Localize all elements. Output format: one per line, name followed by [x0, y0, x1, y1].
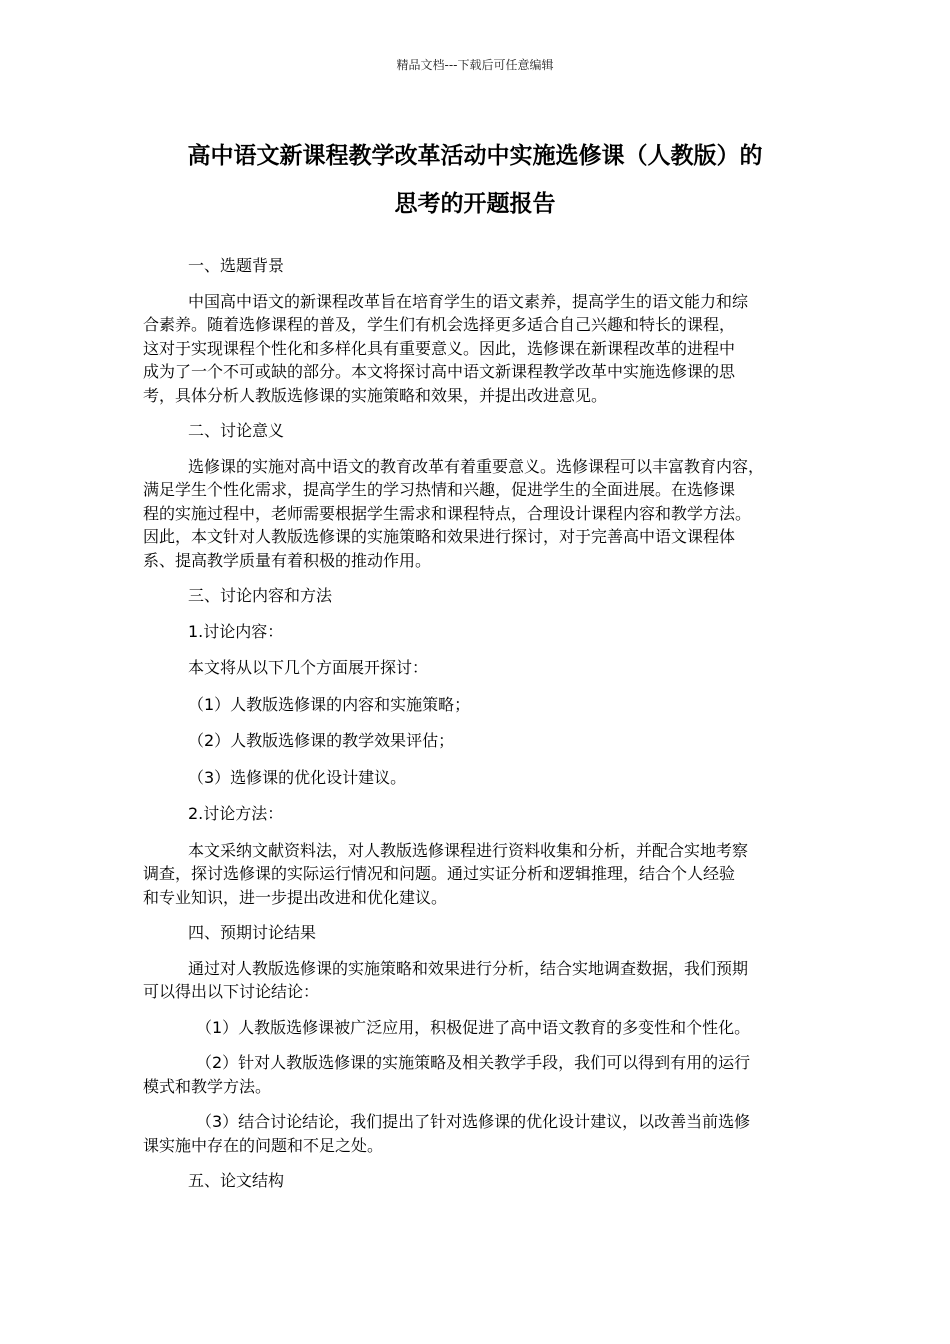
method-label: 2.讨论方法：: [188, 804, 284, 823]
text-line: （3）结合讨论结论，我们提出了针对选修课的优化设计建议，以改善当前选修: [196, 1112, 751, 1131]
text-line: 满足学生个性化需求，提高学生的学习热情和兴趣，促进学生的全面进展。在选修课: [143, 480, 736, 499]
method-paragraph: [143, 839, 811, 910]
text-line: 本文采纳文献资料法，对人教版选修课程进行资料收集和分析，并配合实地考察: [188, 840, 749, 860]
text-line: （1）人教版选修课被广泛应用，积极促进了高中语文教育的多变性和个性化。: [196, 1017, 751, 1037]
section-heading-significance: 二、讨论意义: [188, 421, 285, 440]
document-body: [143, 254, 811, 1205]
text-line: 中国高中语文的新课程改革旨在培育学生的语文素养，提高学生的语文能力和综: [188, 291, 749, 311]
content-label: 1.讨论内容：: [188, 621, 284, 641]
title-line-2: 思考的开题报告: [394, 191, 556, 217]
text-line: 选修课的实施对高中语文的教育改革有着重要意义。选修课程可以丰富教育内容，: [188, 456, 765, 476]
result-item: [143, 1016, 811, 1040]
section-heading-structure: 五、论文结构: [188, 1171, 285, 1190]
text-line: 因此，本文针对人教版选修课的实施策略和效果进行探讨，对于完善高中语文课程体: [143, 527, 736, 546]
text-line: 成为了一个不可或缺的部分。本文将探讨高中语文新课程教学改革中实施选修课的思: [143, 362, 736, 381]
header-note: 精品文档---下载后可任意编辑: [396, 58, 554, 72]
content-item: （3）选修课的优化设计建议。: [188, 767, 407, 787]
text-line: 和专业知识，进一步提出改进和优化建议。: [143, 887, 448, 907]
text-line: 调查，探讨选修课的实际运行情况和问题。通过实证分析和逻辑推理，结合个人经验: [143, 864, 736, 883]
content-intro: 本文将从以下几个方面展开探讨：: [188, 658, 429, 677]
text-line: 通过对人教版选修课的实施策略和效果进行分析，结合实地调查数据，我们预期: [188, 958, 749, 978]
content-item: （1）人教版选修课的内容和实施策略；: [188, 694, 471, 714]
text-line: （2）针对人教版选修课的实施策略及相关教学手段，我们可以得到有用的运行: [196, 1053, 751, 1072]
section-heading-expected-results: 四、预期讨论结果: [188, 923, 317, 942]
text-line: 程的实施过程中，老师需要根据学生需求和课程特点，合理设计课程内容和教学方法。: [143, 503, 752, 523]
section-heading-background: 一、选题背景: [188, 256, 285, 275]
significance-paragraph: [143, 455, 811, 573]
text-line: 考，具体分析人教版选修课的实施策略和效果，并提出改进意见。: [143, 385, 608, 405]
title-line-1: 高中语文新课程教学改革活动中实施选修课（人教版）的: [187, 143, 763, 169]
results-intro-paragraph: [143, 957, 811, 1004]
text-line: 课实施中存在的问题和不足之处。: [143, 1135, 384, 1155]
text-line: 系、提高教学质量有着积极的推动作用。: [143, 550, 432, 570]
document-title: [143, 132, 807, 228]
result-item: [143, 1051, 811, 1098]
text-line: 可以得出以下讨论结论：: [143, 982, 320, 1001]
text-line: 模式和教学方法。: [143, 1076, 272, 1096]
background-paragraph: [143, 290, 811, 408]
content-item: （2）人教版选修课的教学效果评估；: [188, 731, 455, 750]
result-item: [143, 1110, 811, 1157]
text-line: 这对于实现课程个性化和多样化具有重要意义。因此，选修课在新课程改革的进程中: [143, 338, 736, 358]
section-heading-content-method: 三、讨论内容和方法: [188, 586, 333, 605]
text-line: 合素养。随着选修课程的普及，学生们有机会选择更多适合自己兴趣和特长的课程，: [143, 315, 736, 334]
